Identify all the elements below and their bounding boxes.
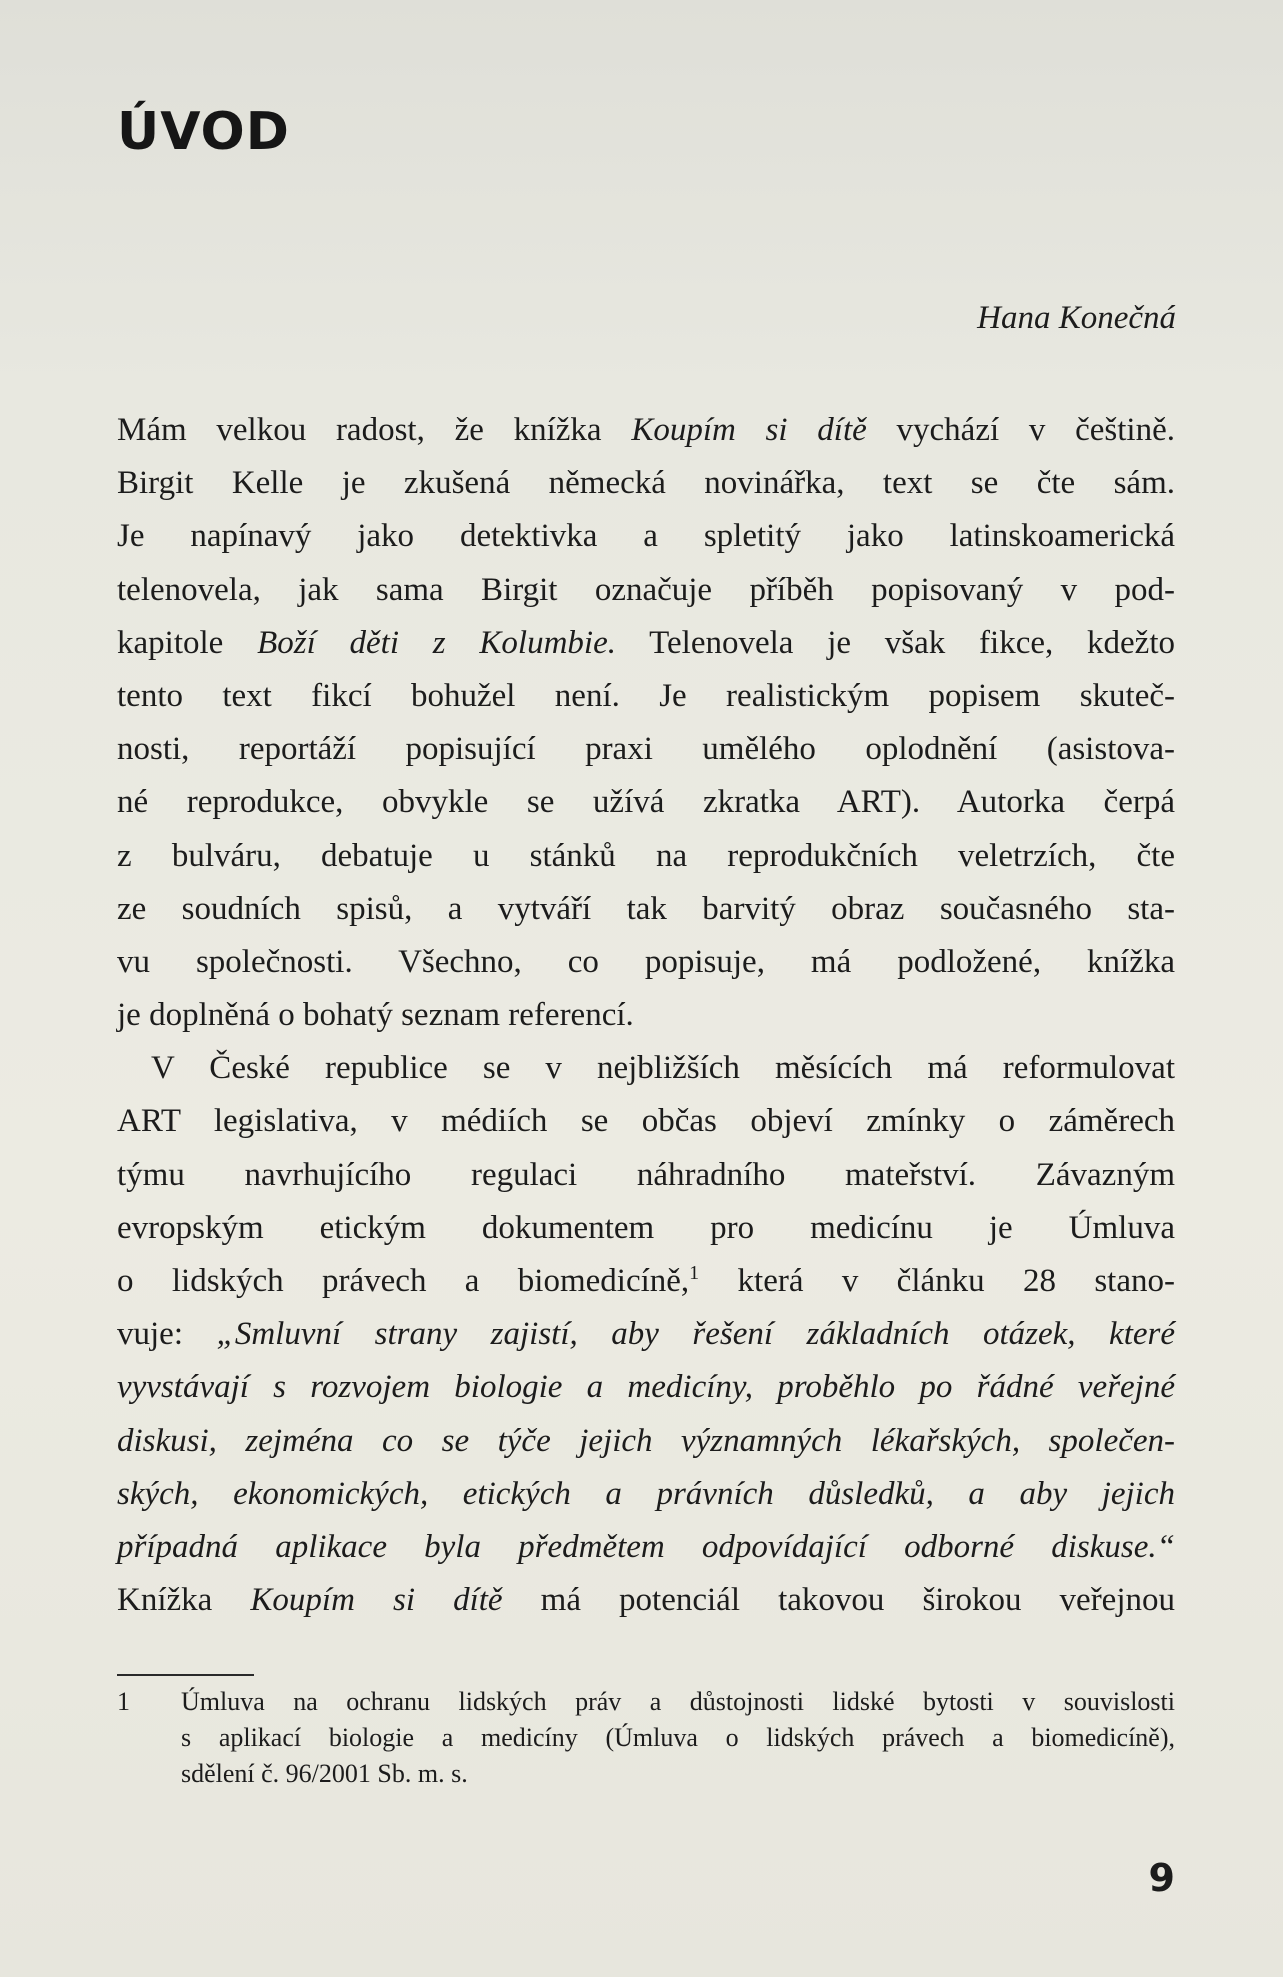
- footnote-text: [181, 1684, 1175, 1792]
- text-line: [117, 989, 1175, 1042]
- text-line: [117, 1149, 1175, 1202]
- text-line: [117, 1415, 1175, 1468]
- footnote-line: s aplikací biologie a medicíny (Úmluva o lidských právech a biomedicíně),: [181, 1723, 1175, 1752]
- footnote-line: Úmluva na ochranu lidských práv a důstojnosti lidské bytosti v souvislosti: [181, 1687, 1175, 1716]
- text-line: [117, 670, 1175, 723]
- text-line: [117, 1202, 1175, 1255]
- text-run: Mám velkou radost, že knížka: [117, 412, 632, 448]
- text-run: né reprodukce, obvykle se užívá zkratka ART). Autorka čerpá: [117, 784, 1175, 821]
- text-run: o lidských právech a biomedicíně,: [117, 1263, 690, 1299]
- text-run: kapitole: [117, 624, 258, 661]
- text-line: [117, 1255, 1175, 1308]
- text-line: [117, 936, 1175, 989]
- text-line: [117, 510, 1175, 563]
- text-run: nosti, reportáží popisující praxi umělého oplodnění (asistova-: [117, 731, 1175, 768]
- text-run: Je napínavý jako detektivka a spletitý jako latinskoamerická: [117, 518, 1175, 555]
- author-name: Hana Konečná: [977, 300, 1176, 336]
- italic-run: Koupím si dítě: [631, 412, 867, 448]
- text-line: [117, 564, 1175, 617]
- text-line: [117, 830, 1175, 883]
- text-run: vuje:: [117, 1316, 217, 1353]
- chapter-heading: ÚVOD: [117, 102, 290, 162]
- footnote-divider: [117, 1674, 254, 1676]
- italic-run: diskusi, zejména co se týče jejich významných lékařských, společen-: [117, 1422, 1175, 1459]
- text-line: [117, 1468, 1175, 1521]
- text-line: [117, 1042, 1175, 1095]
- text-line: [117, 1095, 1175, 1148]
- text-run: vu společnosti. Všechno, co popisuje, má podložené, knížka: [117, 943, 1175, 980]
- text-run: vychází v češtině.: [866, 412, 1175, 448]
- text-line: [117, 883, 1175, 936]
- text-run: Telenovela je však fikce, kdežto: [615, 624, 1175, 661]
- text-run: ze soudních spisů, a vytváří tak barvitý obraz současného sta-: [117, 890, 1175, 927]
- italic-run: ských, ekonomických, etických a právních důsledků, a aby jejich: [117, 1475, 1175, 1512]
- body-text: [117, 404, 1175, 1627]
- footnote-reference: 1: [689, 1262, 700, 1284]
- text-line: [117, 1361, 1175, 1414]
- page-number: 9: [1148, 1856, 1175, 1900]
- text-line: [117, 617, 1175, 670]
- text-run: V České republice se v nejbližších měsících má reformulovat: [151, 1050, 1175, 1087]
- text-run: tento text fikcí bohužel není. Je realistickým popisem skuteč-: [117, 677, 1175, 714]
- text-run: která v článku 28 stano-: [699, 1263, 1175, 1299]
- italic-run: vyvstávají s rozvojem biologie a medicíny, proběhlo po řádné veřejné: [117, 1369, 1175, 1406]
- text-line: [117, 1574, 1175, 1627]
- text-run: evropským etickým dokumentem pro medicínu je Úmluva: [117, 1209, 1175, 1246]
- text-run: Birgit Kelle je zkušená německá novinářka, text se čte sám.: [117, 465, 1175, 502]
- text-line: [117, 457, 1175, 510]
- text-run: Knížka: [117, 1582, 251, 1619]
- text-line: [117, 776, 1175, 829]
- italic-run: Koupím si dítě: [250, 1582, 503, 1619]
- italic-run: případná aplikace byla předmětem odpovídající odborné diskuse.“: [117, 1528, 1175, 1565]
- text-line: [117, 404, 1175, 457]
- italic-run: Boží děti z Kolumbie.: [257, 624, 616, 661]
- footnote-line: sdělení č. 96/2001 Sb. m. s.: [181, 1759, 468, 1788]
- text-line: [117, 723, 1175, 776]
- text-run: je doplněná o bohatý seznam referencí.: [117, 997, 634, 1034]
- text-line: [117, 1308, 1175, 1361]
- text-line: [117, 1521, 1175, 1574]
- text-run: ART legislativa, v médiích se občas objeví zmínky o záměrech: [117, 1103, 1175, 1140]
- text-run: telenovela, jak sama Birgit označuje příběh popisovaný v pod-: [117, 571, 1175, 608]
- footnote-number: 1: [117, 1687, 130, 1716]
- italic-run: „Smluvní strany zajistí, aby řešení základních otázek, které: [216, 1316, 1175, 1353]
- text-run: má potenciál takovou širokou veřejnou: [502, 1582, 1176, 1619]
- text-run: týmu navrhujícího regulaci náhradního mateřství. Závazným: [117, 1156, 1175, 1193]
- text-run: z bulváru, debatuje u stánků na reprodukčních veletrzích, čte: [117, 837, 1175, 874]
